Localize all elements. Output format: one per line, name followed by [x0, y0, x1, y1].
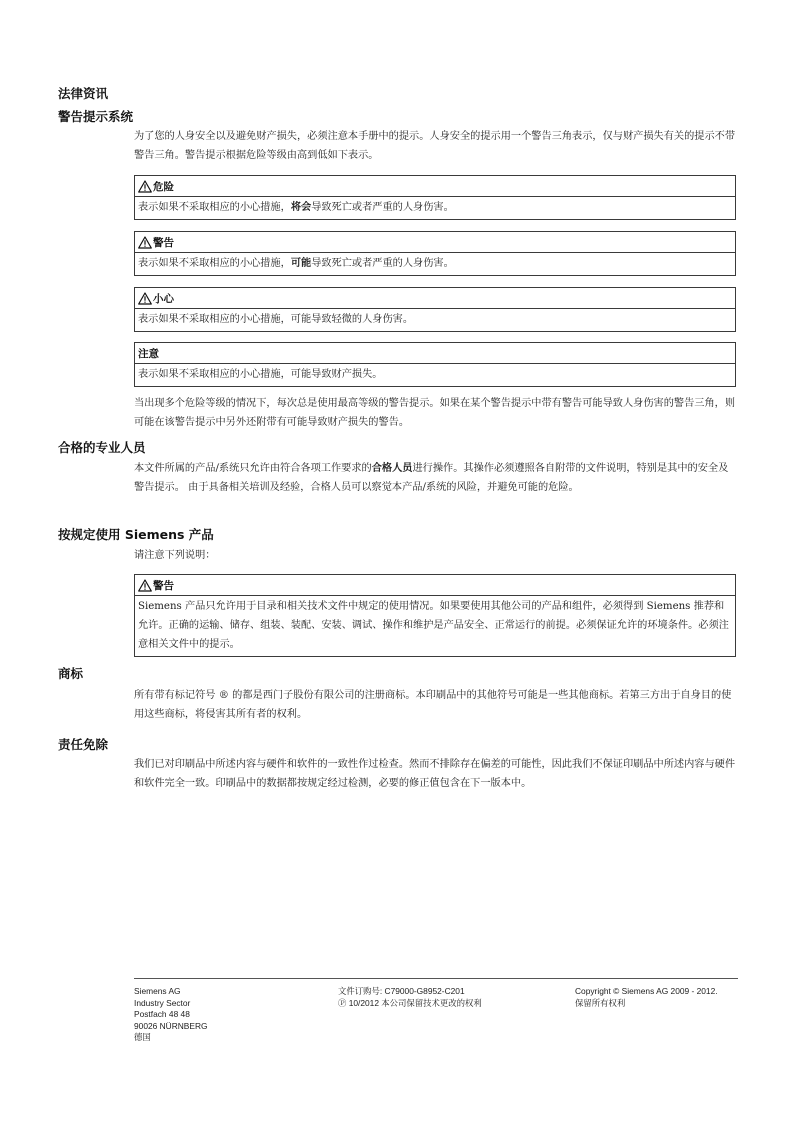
warning-keyword: 可能: [290, 258, 312, 269]
qualified-title: 合格的专业人员: [58, 440, 146, 455]
legal-title: 法律资讯: [58, 86, 109, 101]
notice-box: [134, 342, 736, 387]
warning-notice-header: [135, 232, 735, 253]
qualified-keyword: 合格人员: [371, 463, 413, 474]
proper-use-warning-header: [135, 575, 735, 596]
disclaimer-title: 责任免除: [58, 737, 109, 752]
caution-notice-header: [135, 288, 735, 309]
trademarks-title: 商标: [58, 666, 84, 681]
caution-label: 小心: [153, 292, 174, 305]
warning-triangle-icon: [138, 579, 152, 592]
footer-copyright: [575, 986, 718, 1009]
warning-system-title: 警告提示系统: [58, 109, 134, 124]
notice-description: 表示如果不采取相应的小心措施，可能导致财产损失。: [138, 369, 383, 380]
proper-use-title: 按规定使用 Siemens 产品: [58, 527, 214, 542]
address-line: Siemens AG: [134, 986, 181, 996]
proper-use-warning-text: Siemens 产品只允许用于目录和相关技术文件中规定的使用情况。如果要使用其他公司的产品和组件，必须得到 Siemens 推荐和允许。正确的运输、储存、组装、装配、安装、调试、操作和维护是产品安全、正常运行的前提。必须保证允许的环境条件。必须注意相关文件中的提示。: [138, 601, 729, 650]
danger-notice-box: [134, 175, 736, 220]
danger-keyword: 将会: [290, 202, 312, 213]
order-number: 文件订购号: C79000-G8952-C201: [338, 986, 465, 996]
qualified-text: 本文件所属的产品/系统只允许由符合各项工作要求的合格人员进行操作。其操作必须遵照各自附带的文件说明，特别是其中的安全及警告提示。 由于具备相关培训及经验，合格人员可以察觉本产品/系统的风险，并避免可能的危险。: [134, 463, 729, 493]
notice-label: 注意: [138, 347, 159, 360]
danger-label: 危险: [153, 180, 174, 193]
warning-description: 表示如果不采取相应的小心措施，可能导致死亡或者严重的人身伤害。: [138, 258, 454, 269]
address-line: Postfach 48 48: [134, 1009, 190, 1019]
warning-label: 警告: [153, 236, 174, 249]
trademarks-text: 所有带有标记符号 ® 的都是西门子股份有限公司的注册商标。本印刷品中的其他符号可能是一些其他商标。若第三方出于自身目的使用这些商标，将侵害其所有者的权利。: [134, 690, 732, 720]
warning-notice-box: [134, 231, 736, 276]
footer-document-info: [338, 986, 482, 1009]
caution-notice-box: [134, 287, 736, 332]
copyright-line: Copyright © Siemens AG 2009 - 2012.: [575, 986, 718, 996]
warning-triangle-icon: [138, 292, 152, 305]
address-line: Industry Sector: [134, 997, 191, 1008]
footer-address: [134, 986, 208, 1044]
notice-header: [135, 343, 735, 364]
warning-system-intro: 为了您的人身安全以及避免财产损失，必须注意本手册中的提示。人身安全的提示用一个警告三角表示，仅与财产损失有关的提示不带警告三角。警告提示根据危险等级由高到低如下表示。: [134, 131, 736, 161]
proper-use-warning-label: 警告: [153, 579, 174, 592]
warning-triangle-icon: [138, 180, 152, 193]
proper-use-warning-box: [134, 574, 736, 657]
warning-system-outro: 当出现多个危险等级的情况下，每次总是使用最高等级的警告提示。如果在某个警告提示中带有警告可能导致人身伤害的警告三角，则可能在该警告提示中另外还附带有可能导致财产损失的警告。: [134, 398, 736, 428]
edition-note: Ⓟ 10/2012 本公司保留技术更改的权利: [338, 997, 482, 1008]
address-line: 90026 NÜRNBERG: [134, 1020, 208, 1031]
warning-triangle-icon: [138, 236, 152, 249]
footer-divider: [134, 978, 738, 979]
disclaimer-text: 我们已对印刷品中所述内容与硬件和软件的一致性作过检查。然而不排除存在偏差的可能性，因此我们不保证印刷品中所述内容与硬件和软件完全一致。印刷品中的数据都按规定经过检测，必要的修正值包含在下一版本中。: [134, 759, 736, 789]
danger-notice-header: [135, 176, 735, 197]
danger-description: 表示如果不采取相应的小心措施，将会导致死亡或者严重的人身伤害。: [138, 202, 454, 213]
proper-use-intro: 请注意下列说明：: [134, 550, 216, 561]
rights-line: 保留所有权利: [575, 997, 626, 1008]
caution-description: 表示如果不采取相应的小心措施，可能导致轻微的人身伤害。: [138, 314, 414, 325]
address-line: 德国: [134, 1032, 151, 1042]
